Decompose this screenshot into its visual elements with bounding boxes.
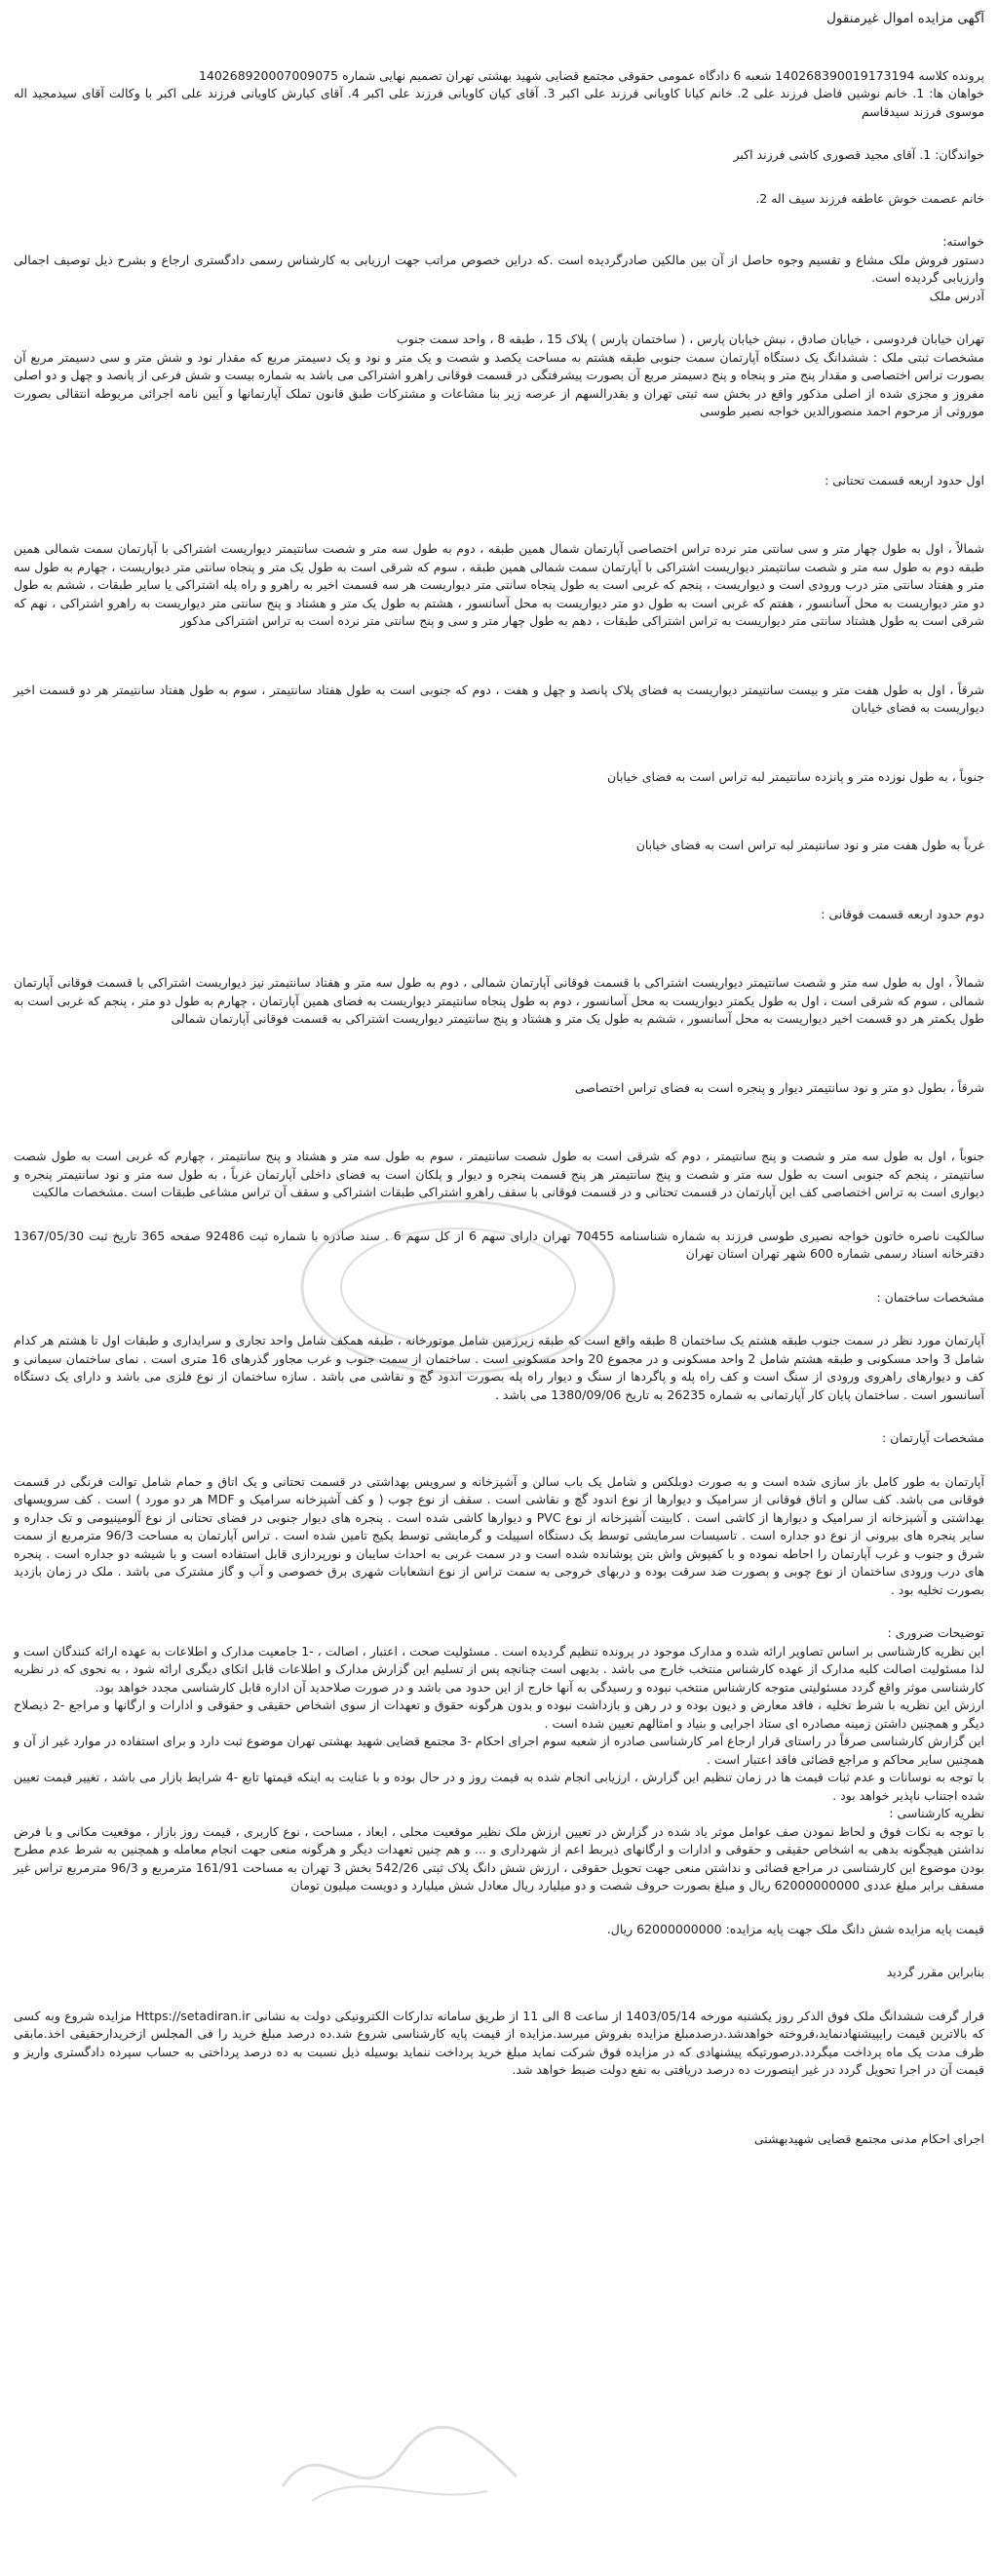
address-text: تهران خیابان فردوسی ، خیابان صادق ، نبش خیابان پارس ، ( ساختمان پارس ) پلاک 15 ، طبقه 8 ، واحد سمت جنوب xyxy=(396,332,984,346)
defendants-line-1: خواندگان: 1. آقای مجید قصوری کاشی فرزند اکبر xyxy=(733,147,984,162)
lower-bounds-south: جنوباً ، به طول نوزده متر و پانزده سانتیمتر لبه تراس است به فضای خیابان xyxy=(606,768,984,784)
registration-details: مشخصات ثبتی ملک : ششدانگ یک دستگاه آپارتمان سمت جنوبی طبقه هشتم به مساحت یکصد و شصت و یک متر و نود و یک دسیمتر مربع که مقدار نود و شش متر و سی دسیمتر مربع آن بصورت تراس اختصاصی و مقدار پنج متر و پنجاه و پنج دسیمتر مربع آن بصورت پیشرفتگی در قسمت فوقانی راهرو اشتراکی می باشد به شماره بیست و شش فرعی از پانصد و چهل و دو اصلی مفروز و مجزی شده از اصلی مذکور واقع در بخش سه ثبتی تهران و بقدرالسهم از عرصه زیر بنا مشاعات و مشترکات طبق قانون تملک آپارتمانها و آیین نامه اجرائی مربوطه انتقالی بصورت موروثی از مرحوم احمد منصورالدین خواجه نصیر طوسی xyxy=(14,349,984,418)
notes-label: توضیحات ضروری : xyxy=(887,1625,984,1640)
auction-terms: قرار گرفت ششدانگ ملک فوق الذکر روز یکشنبه مورخه 1403/05/14 از ساعت 8 الی 11 از طریق سامانه تدارکات الکترونیکی دولت به نشانی Https://setadiran.ir مزایده شروع وبه کسی که بالاترین قیمت رایپیشنهادنماید،فروخته خواهدشد.درصدمبلغ مزایده بفروش میرسد.مزایده از قیمت پایه کارشناسی شروع شد.ده درصد مبلغ خرید را فی المجلس ازخریدارحقیقی اخذ.مابقی ظرف مدت یک ماه پرداخت میگردد.درصورتیکه پیشنهادی که در مزایده فوق شرکت نماید مبلغ خرید پرداخت ننماید بوسیله ذیل نسبت به ده درصد پرداختی به حساب سپرده دادگستری واریز و قیمت آن در اجرا تحویل گردد در غیر اینصورت ده درصد دریافتی به نفع دولت ضبط خواهد شد. xyxy=(14,2008,984,2077)
note-2: ارزش این نظریه با شرط تخلیه ، فاقد معارض و دیون بوده و در رهن و بازداشت نبوده و بدون هرگونه حقوق و تعهدات از سوی اشخاص حقیقی و حقوقی و ادارات و ارگانها و مراجع -2 ذیصلاح دیگر و همچنین داشتن زمینه مصادره ای ستاد اجرایی و بنیاد و امثالهم تعیین شده است . xyxy=(14,1698,984,1731)
building-details: آپارتمان مورد نظر در سمت جنوب طبقه هشتم یک ساختمان 8 طبقه واقع است که طبقه زیرزمین شامل موتورخانه ، طبقه همکف شامل واحد تجاری و سرایداری و طبقات اول تا هشتم هر کدام شامل 3 واحد مسکونی و طبقه هشتم شامل 2 واحد مسکونی و در مجموع 20 واحد مسکونی است . ساختمان از سمت جنوب و غرب مجاور گذرهای 16 متری است . نمای ساختمان سیمانی و کف و دیوارهای راهروی ورودی از سنگ است و کف راه پله و پاگردها از سنگ و دیوار راه پله بصورت اندود گچ و نقاشی می باشد . سازه ساختمان از نوع فلزی می باشد و دارای یک دستگاه آسانسور است . ساختمان پایان کار آپارتمانی به شماره 26235 به تاریخ 1380/09/06 می باشد . xyxy=(14,1333,985,1402)
note-1: این نظریه کارشناسی بر اساس تصاویر ارائه شده و مدارک موجود در پرونده تنظیم گردیده است . مسئولیت صحت ، اعتبار ، اصالت ، -1 جامعیت مدارک و اطلاعات به عهده ارائه کنندگان است و لذا مسئولیت اصالت کلیه مدارک از عهده کارشناس منتخب خارج می باشد . بدیهی است چنانچه پس از تسلیم این گزارش مدارک و اطلاعات قابل اتکای دیگری ارائه شود ، به نحوی که در نظریه کارشناسی موثر واقع گردد مسئولیتی متوجه کارشناس منتخب نبوده و رسیدگی به آنها خارج از این حدود می باشد و در صورت صلاحدید آن اداره قابل کارشناسی مجدد خواهد بود. xyxy=(14,1643,985,1695)
base-price: قیمت پایه مزایده شش دانگ ملک جهت پایه مزایده: 62000000000 ریال. xyxy=(606,1921,984,1936)
upper-bounds-north: شمالاً ، اول به طول سه متر و شصت سانتیمتر دیواریست اشتراکی با قسمت فوقانی آپارتمان شمالی ، دوم به طول سه متر و هفتاد سانتیمتر نیز دیواریست اشتراکی با قسمت فوقانی آپارتمان شمالی ، سوم که شرقی است ، اول به طول یکمتر دیواریست به محل آسانسور ، دوم به طول پنجاه سانتیمتر دیواریست به فضای همین آپارتمان ، چهارم به طول دو متر ، پنجم که غربی است به طول یکمتر هر دو قسمت اخیر دیواریست به محل آسانسور ، ششم به طول یک متر و هشتاد و پنج سانتیمتر دیواریست اشتراکی به قسمت فوقانی آپارتمان شمالی xyxy=(14,975,984,1026)
upper-bounds-east: شرقاً ، بطول دو متر و نود سانتیمتر دیوار و پنجره است به فضای تراس اختصاصی xyxy=(574,1079,984,1095)
apartment-details: آپارتمان به طور کامل باز سازی شده است و به صورت دوبلکس و شامل یک باب سالن و آشپزخانه و سرویس بهداشتی در قسمت تحتانی و یک اتاق و حمام شامل توالت فرنگی در قسمت فوقانی می باشد. کف سالن و اتاق فوقانی از سرامیک و دیوارها از نوع اندود گچ و نقاشی است . سقف از نوع چوب ( و کف آشپزخانه سرامیک و MDF هر دو مورد ) است . کف سرویسهای بهداشتی و آشپزخانه از سرامیک و دیوارها از کاشی است . کابینت آشپزخانه از نوع PVC و دیوارها کاشی شده است . پنجره های دیوار جنوبی در فضای تحتانی از نوع آلومینیومی و تک جداره و سایر پنجره های بیرونی از نوع دو جداره است . تاسیسات سرمایشی توسط یک دستگاه اسپیلت و گرمایشی توسط پکیج تامین شده است . تراس آپارتمان به مساحت 96/3 مترمربع از سمت شرق و جنوب و غرب آپارتمان را احاطه نموده و با کفپوش واش بتن پوشانده شده است و در سمت غربی به احداث سایبان و نورپردازی قابل استفاده است و با شیشه دو جداره است . پنجره های درب ورودی ساختمان از نوع چوبی و بصورت ضد سرقت بوده و دربهای خروجی به سمت تراس از نوع انشعابات شهری برق خصوصی و آب و گاز مشترک می باشد . ملک در زمان بازدید بصورت تخلیه بود . xyxy=(14,1473,985,1597)
decision-label: بنابراین مقرر گردید xyxy=(886,1965,984,1979)
ownership-details: سالکیت ناصره خاتون خواجه نصیری طوسی فرزند به شماره شناسنامه 70455 تهران دارای سهم 6 از کل سهم 6 . سند صادره با شماره ثبت 92486 صفحه 365 تاریخ ثبت 1367/05/30 دفترخانه اسناد رسمی شماره 600 شهر تهران استان تهران xyxy=(14,1228,985,1261)
plaintiffs: خواهان ها: 1. خانم نوشین فاضل فرزند علی 2. خانم کیانا کاویانی فرزند علی اکبر 3. آقای کیان کاویانی فرزند علی اکبر 4. آقای کیارش کاویانی فرزند علی اکبر با وکالت آقای سیدمجید اله موسوی فرزند سیدقاسم xyxy=(14,86,985,119)
opinion-label: نظریه کارشناسی : xyxy=(889,1806,984,1820)
request-text: دستور فروش ملک مشاع و تقسیم وجوه حاصل از آن بین مالکین صادرگردیده است .که دراین خصوص مراتب جهت ارزیابی به کارشناس رسمی دادگستری ارجاع و بشرح ذیل توصیف اجمالی وارزیابی گردیده است. xyxy=(14,252,984,285)
notice-title: آگهی مزایده اموال غیرمنقول xyxy=(826,11,984,26)
lower-bounds-label: اول حدود اربعه قسمت تحتانی : xyxy=(825,472,984,488)
lower-bounds-north: شمالاً ، اول به طول چهار متر و سی سانتی متر نرده تراس اختصاصی آپارتمان شمال همین طبقه ، دوم به طول سه متر و شصت سانتیمتر دیواریست اشتراکی با آپارتمان سمت شمالی همین طبقه دوم به طول سه متر و شصت سانتیمتر دیواریست اشتراکی با آپارتمان سمت شمالی همین طبقه ، سوم که شرقی است به طول یک متر و پنجاه سانتی متر دیواریست ، چهارم به طول سه متر و هفتاد سانتی متر درب ورودی است و دیواریست ، پنجم که غربی است به طول پنجاه سانتی متر دیواریست هر سه قسمت اخیر به راهرو و راه پله اشتراکی یا سایر طبقات ، ششم به طول دو متر دیواریست به محل آسانسور ، هفتم که غربی است به طول دو متر دیواریست به محل آسانسور ، هشتم به طول یک متر و هشتاد و پنج سانتی متر دیواریست به راهرو اشتراکی ، نهم که شرقی است به طول هشتاد سانتی متر دیواریست به تراس اشتراکی طبقات ، دهم به طول چهار متر و سی و پنج سانتی متر نرده است به تراس اشتراکی مذکور xyxy=(14,541,984,628)
opinion-text: با توجه به نکات فوق و لحاظ نمودن صف عوامل موثر یاد شده در گزارش در تعیین ارزش ملک نظیر موقعیت محلی ، ابعاد ، مساحت ، نوع کاربری ، قیمت روز بازار ، موقعیت مکانی و با فرض نداشتن هیچگونه بدهی به اشخاص حقیقی و حقوقی و ادارات و ارگانهای ذیربط اعم از شهرداری و ... و هم چنین تعهدات دیگر و هرگونه منعی جهت انجام معامله و همچنین به شرط عدم مطرح بودن موضوع این کارشناسی در مراجع قضائی و نداشتن منعی جهت تحویل حقوقی ، ارزش شش دانگ پلاک ثبتی 542/26 بخش 3 تهران به مساحت 161/91 مترمربع و 96/3 مترمربع تراس غیر مسقف برابر مبلغ عددی 62000000000 ریال و مبلغ بصورت حروف شصت و دو میلیارد ریال معادل شش میلیارد و دویست میلیون تومان xyxy=(14,1823,985,1893)
upper-bounds-south-west: جنوباً ، اول به طول سه متر و شصت و پنج سانتیمتر ، دوم که شرقی است به طول شصت سانتیمتر ، سوم به طول سه متر و هشتاد و پنج سانتیمتر ، چهارم که غربی است به طول شصت سانتیمتر ، پنجم که جنوبی است به طول سه متر و شصت و پنج سانتیمتر هر پنج قسمت پنجره و دیوار و پلکان است به فضای داخلی آپارتمان غرباً ، به طول سه متر و نود سانتیمتر پنجره و دیواری است به تراس اختصاصی کف این آپارتمان در قسمت تحتانی و در قسمت فوقانی با سقف راهرو اشتراکی طبقات اشتراکی و سقف آن تراس مشاعی طبقات است .مشخصات مالکیت xyxy=(14,1149,984,1199)
signature-mark xyxy=(273,2408,526,2525)
apartment-label: مشخصات آپارتمان : xyxy=(882,1430,984,1445)
lower-bounds-east: شرقاً ، اول به طول هفت متر و بیست سانتیمتر دیواریست به فضای پلاک پانصد و چهل و هفت ، دوم که جنوبی است به طول هفتاد سانتیمتر ، سوم به طول هفتاد سانتیمتر هر دو قسمت اخیر دیواریست به فضای خیابان xyxy=(14,682,984,715)
issuer-signature: اجرای احکام مدنی مجتمع قضایی شهیدبهشتی xyxy=(753,2130,984,2146)
request-label: خواسته: xyxy=(942,234,984,249)
case-number-line: پرونده کلاسه 140268390019173194 شعبه 6 دادگاه عمومی حقوقی مجتمع قضایی شهید بهشتی تهران تصمیم نهایی شماره 140268920007009075 xyxy=(198,67,984,83)
note-4: با توجه به نوسانات و عدم ثبات قیمت ها در زمان تنظیم این گزارش ، ارزیابی انجام شده به قیمت روز و در حال بوده و با عنایت به اینکه قیمتها تابع -4 شرایط بازار می باشد ، تغییر قیمت تعیین شده اجتناب ناپذیر خواهد بود . xyxy=(14,1770,984,1803)
lower-bounds-west: غرباً به طول هفت متر و نود سانتیمتر لبه تراس است به فضای خیابان xyxy=(635,838,984,852)
defendants-line-2: خانم عصمت خوش عاطفه فرزند سیف اله 2. xyxy=(755,190,984,206)
note-3: این گزارش کارشناسی صرفاً در راستای قرار ارجاع امر کارشناسی صادره از شعبه سوم اجرای احکام -3 مجتمع قضایی شهید بهشتی تهران موضوع ثبت دارد و برای استفاده در موارد غیر از آن و همچنین سایر محاکم و مراجع قضائی فاقد اعتبار است . xyxy=(14,1734,984,1767)
address-label: آدرس ملک xyxy=(929,288,984,303)
upper-bounds-label: دوم حدود اربعه قسمت فوقانی : xyxy=(821,906,984,921)
building-label: مشخصات ساختمان : xyxy=(876,1289,984,1305)
